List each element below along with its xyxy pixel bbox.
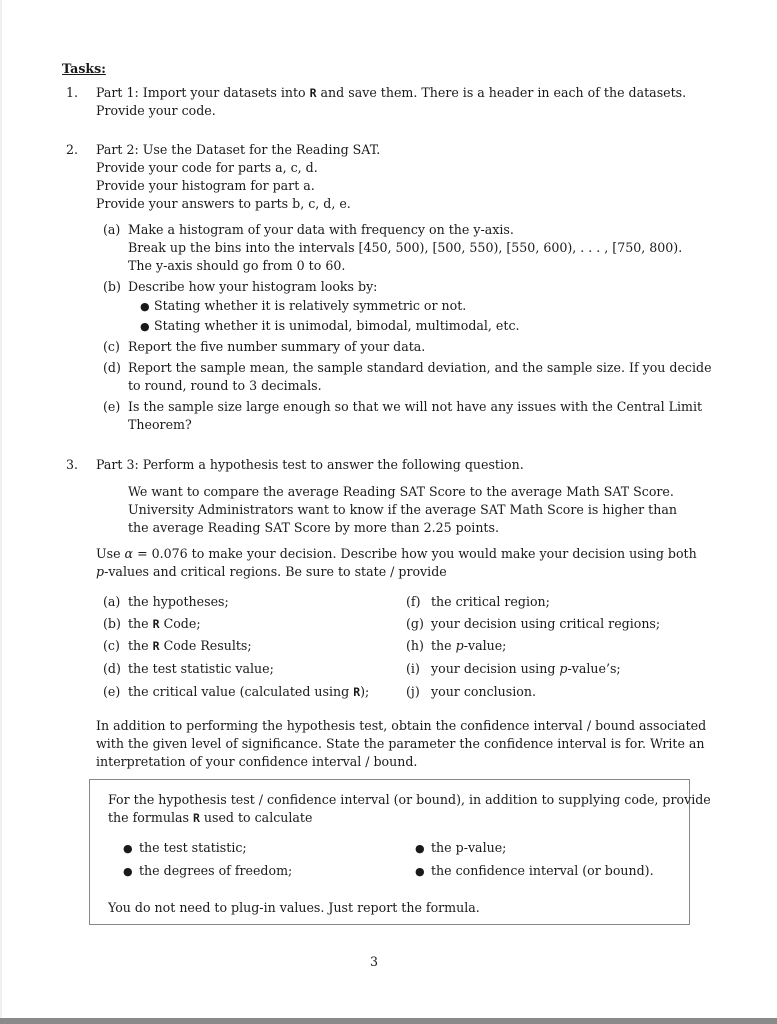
box-text: the formulas <box>108 810 193 825</box>
viewer-bottom-bar <box>0 1018 777 1024</box>
item-label-d: (d) <box>103 360 121 375</box>
list-item <box>103 637 120 655</box>
bullet-icon: ● <box>415 842 425 855</box>
alpha-text-end: = 0.076 to make your decision. Describe how you would make your decision using both <box>133 546 697 561</box>
part2-line: Provide your code for parts a, c, d. <box>96 160 318 175</box>
item-label: (a) <box>103 594 121 609</box>
r-code: R <box>152 639 160 653</box>
part2-line: Provide your answers to parts b, c, d, e. <box>96 196 351 211</box>
item-label: (c) <box>103 638 120 653</box>
list-item <box>128 660 274 678</box>
bullet-icon: ● <box>123 842 133 855</box>
r-code: R <box>353 685 361 699</box>
item-d-text: to round, round to 3 decimals. <box>128 378 322 393</box>
item-text: the hypotheses; <box>128 594 229 609</box>
item-text: Code Results; <box>159 638 252 653</box>
alpha-text: Use <box>96 546 125 561</box>
p-symbol: p <box>455 638 464 653</box>
item-label: (d) <box>103 661 121 676</box>
box-text: used to calculate <box>199 810 313 825</box>
question-text: We want to compare the average Reading SAT Score to the average Math SAT Score. <box>128 484 674 499</box>
item-text: -value; <box>463 638 507 653</box>
box-bullet: the test statistic; <box>139 840 247 855</box>
list-item <box>431 593 550 611</box>
item-label-c: (c) <box>103 339 120 354</box>
r-code: R <box>192 811 200 825</box>
item-label: (h) <box>406 638 424 653</box>
item-text: your conclusion. <box>431 684 536 699</box>
box-bullet: the degrees of freedom; <box>139 863 293 878</box>
question-text: University Administrators want to know if the average SAT Math Score is higher than <box>128 502 677 517</box>
item-label: (j) <box>406 684 420 699</box>
item-text: the critical region; <box>431 594 550 609</box>
item-b-bullet: Stating whether it is unimodal, bimodal, multimodal, etc. <box>154 318 520 333</box>
list-item <box>103 615 121 633</box>
list-item <box>406 637 424 655</box>
box-bullet: the p-value; <box>431 840 507 855</box>
item-d-text: Report the sample mean, the sample standard deviation, and the sample size. If you decide <box>128 360 712 375</box>
item-text: your decision using <box>431 661 560 676</box>
alpha-line2-text: -values and critical regions. Be sure to state / provide <box>104 564 447 579</box>
item-e-text: Is the sample size large enough so that we will not have any issues with the Central Limit <box>128 399 703 414</box>
box-bullet: the confidence interval (or bound). <box>431 863 654 878</box>
list-item <box>128 615 201 633</box>
list-item <box>103 593 120 611</box>
part1-line2: Provide your code. <box>96 103 216 118</box>
item-text: ); <box>360 684 370 699</box>
item-text: the <box>128 638 153 653</box>
addition-text: with the given level of significance. State the parameter the confidence interval is for. Write an <box>96 736 705 751</box>
item-label: (i) <box>406 661 420 676</box>
item-label: (e) <box>103 684 121 699</box>
alpha-line-2 <box>96 563 447 581</box>
item-label: (g) <box>406 616 424 631</box>
part1-text-end: and save them. There is a header in each of the datasets. <box>316 85 687 100</box>
tasks-heading: Tasks: <box>62 61 106 76</box>
list-item <box>406 683 420 701</box>
part2-line: Part 2: Use the Dataset for the Reading SAT. <box>96 142 381 157</box>
item-text: the critical value (calculated using <box>128 684 354 699</box>
r-code: R <box>152 617 160 631</box>
part3-line: Part 3: Perform a hypothesis test to answer the following question. <box>96 457 524 472</box>
page-number: 3 <box>370 954 379 969</box>
list-item <box>431 660 621 678</box>
item-text: the <box>431 638 456 653</box>
r-code: R <box>309 86 317 100</box>
alpha-symbol: α <box>124 546 134 561</box>
part2-line: Provide your histogram for part a. <box>96 178 315 193</box>
item-text: your decision using critical regions; <box>431 616 661 631</box>
box-footer: You do not need to plug-in values. Just report the formula. <box>108 900 480 915</box>
list-item <box>406 615 424 633</box>
list-item <box>406 660 420 678</box>
item-text: the test statistic value; <box>128 661 274 676</box>
addition-text: In addition to performing the hypothesis test, obtain the confidence interval / bound associated <box>96 718 707 733</box>
list-item <box>103 683 120 701</box>
question-text: the average Reading SAT Score by more than 2.25 points. <box>128 520 499 535</box>
list-item <box>128 637 252 655</box>
addition-text: interpretation of your confidence interval / bound. <box>96 754 418 769</box>
list-item <box>128 593 229 611</box>
bullet-icon: ● <box>123 865 133 878</box>
list-item <box>431 637 506 655</box>
bullet-icon: ● <box>415 865 425 878</box>
item-b-text: Describe how your histogram looks by: <box>128 279 378 294</box>
item-c-text: Report the five number summary of your data. <box>128 339 426 354</box>
item-a-text: Make a histogram of your data with frequency on the y-axis. <box>128 222 514 237</box>
list-item <box>431 683 536 701</box>
item-label: (f) <box>406 594 421 609</box>
item-a-text: Break up the bins into the intervals [450, 500), [500, 550), [550, 600), . . . , [750, 800). <box>128 240 683 255</box>
item-label-a: (a) <box>103 222 121 237</box>
list-item <box>406 593 421 611</box>
list-item <box>103 660 121 678</box>
item-label-e: (e) <box>103 399 121 414</box>
p-symbol: p <box>559 661 568 676</box>
item-e-text: Theorem? <box>128 417 192 432</box>
alpha-line <box>96 545 697 563</box>
bullet-icon: ● <box>140 300 150 313</box>
part1-number: 1. <box>65 85 78 100</box>
part3-number: 3. <box>65 457 78 472</box>
p-symbol: p <box>96 564 105 579</box>
part2-number: 2. <box>65 142 78 157</box>
item-a-text: The y-axis should go from 0 to 60. <box>128 258 346 273</box>
page-edge <box>0 0 2 1024</box>
part1-text: Part 1: Import your datasets into <box>96 85 310 100</box>
part1-line1 <box>96 84 686 102</box>
item-label-b: (b) <box>103 279 121 294</box>
item-text: -value’s; <box>567 661 621 676</box>
item-b-bullet: Stating whether it is relatively symmetric or not. <box>154 298 467 313</box>
bullet-icon: ● <box>140 320 150 333</box>
item-label: (b) <box>103 616 121 631</box>
list-item <box>128 683 369 701</box>
box-line: For the hypothesis test / confidence interval (or bound), in addition to supplying code, provide <box>108 792 711 807</box>
item-text: the <box>128 616 153 631</box>
box-line <box>108 809 312 827</box>
list-item <box>431 615 660 633</box>
item-text: Code; <box>159 616 201 631</box>
